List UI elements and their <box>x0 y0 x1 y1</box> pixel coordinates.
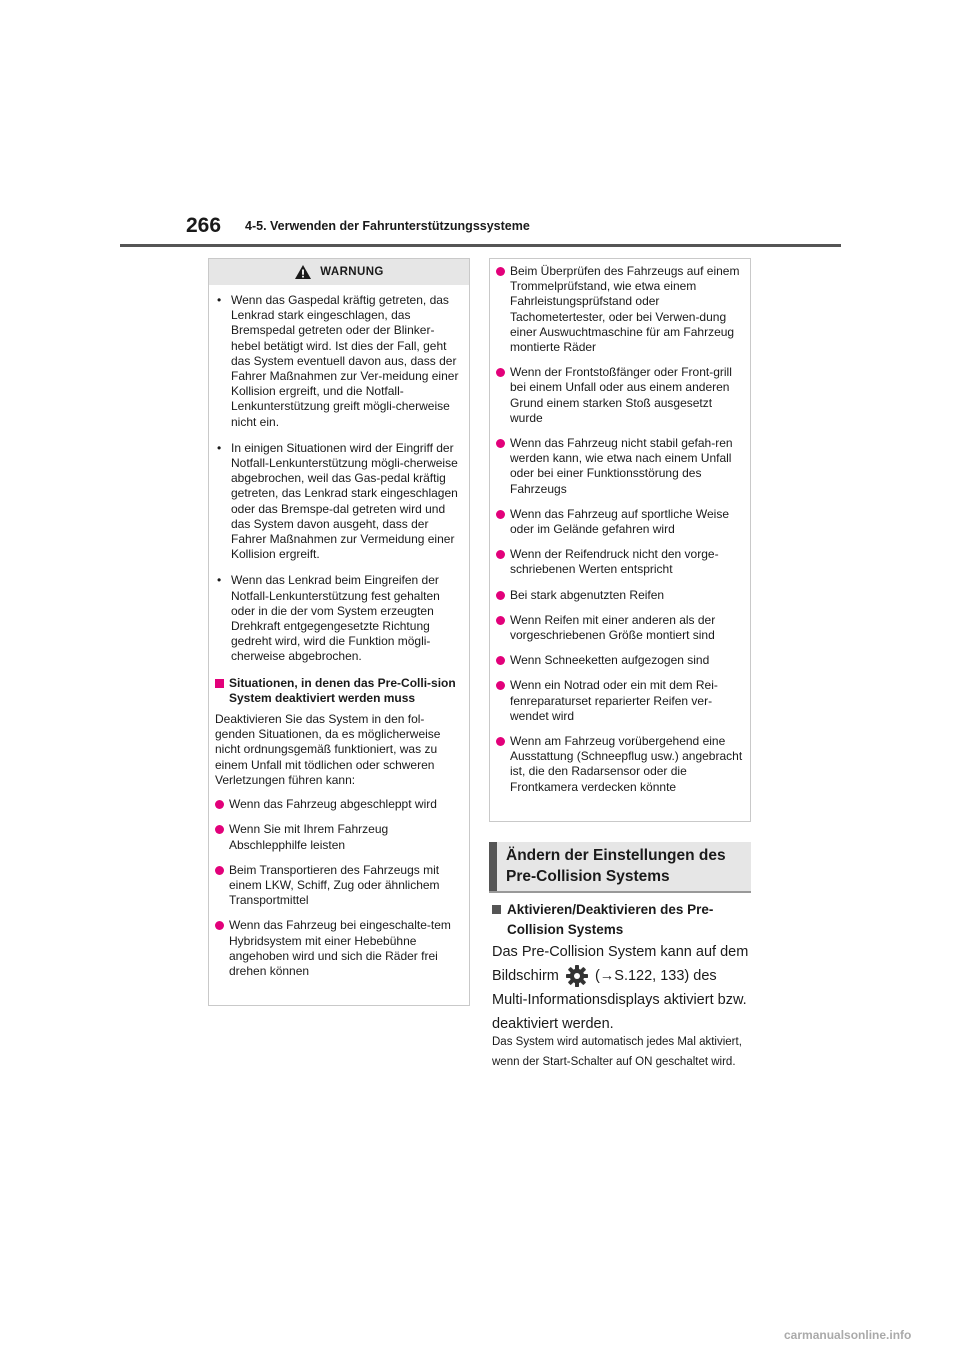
warning-box <box>208 258 470 1006</box>
circle-bullet-icon <box>496 368 505 377</box>
warning-body <box>209 285 469 979</box>
circle-bullet-icon <box>496 510 505 519</box>
circle-bullet-icon <box>215 825 224 834</box>
list-item: Wenn am Fahrzeug vorübergehend eine Ausstattung (Schneepflug usw.) angebracht ist, die den Radarsensor oder die Frontkamera verdecken könnte <box>496 734 744 795</box>
list-item: Wenn das Fahrzeug abgeschleppt wird <box>215 797 463 812</box>
list-item: Wenn Reifen mit einer anderen als der vorgeschriebenen Größe montiert sind <box>496 613 744 643</box>
settings-paragraph: Das Pre-Collision System kann auf dem Bildschirm (→S.122, 133) des Multi-Informationsdisplays aktiviert bzw. deaktiviert werden. <box>492 944 749 1033</box>
circle-bullet-icon <box>215 800 224 809</box>
list-item: Wenn der Reifendruck nicht den vorge-schriebenen Werten entspricht <box>496 547 744 577</box>
list-item: Beim Transportieren des Fahrzeugs mit einem LKW, Schiff, Zug oder ähnlichem Transportmittel <box>215 863 463 909</box>
warning-label: WARNUNG <box>320 266 384 278</box>
list-item: Wenn das Fahrzeug auf sportliche Weise oder im Gelände gefahren wird <box>496 507 744 537</box>
warning-header <box>209 259 469 285</box>
list-item-text: Wenn das Gaspedal kräftig getreten, das Lenkrad stark eingeschlagen, das Bremspedal getreten oder der Blinker-hebel betätigt wird. Ist dies der Fall, geht das System eventuell davon aus, dass der Fahrer Maßnahmen zur Ver-meidung einer Kollision ergreift, und die Notfall-Lenkunterstützung greift mögli-cherweise nicht ein. <box>231 293 459 429</box>
list-item: Wenn ein Notrad oder ein mit dem Rei-fenreparaturset reparierter Reifen ver-wendet wird <box>496 678 744 724</box>
heading-line: Pre-Collision Systems <box>506 868 670 885</box>
circle-bullet-icon <box>215 921 224 930</box>
list-item: Wenn Schneeketten aufgezogen sind <box>496 653 744 668</box>
list-item: Wenn das Fahrzeug nicht stabil gefah-ren werden kann, wie etwa nach einem Unfall oder bei einer Funktionsstörung des Fahrzeugs <box>496 436 744 497</box>
settings-note: Das System wird automatisch jedes Mal aktiviert, wenn der Start-Schalter auf ON geschaltet wird. <box>492 1036 742 1068</box>
heading-rule <box>489 891 751 893</box>
list-item: Beim Überprüfen des Fahrzeugs auf einem Trommelprüfstand, wie etwa einem Fahrleistungsprüfstand oder Tachometertester, oder bei Verwen-dung einer Auswuchtmaschine für am Fahrzeug montierte Räder <box>496 264 744 355</box>
list-item: Wenn der Frontstoßfänger oder Front-grill bei einem Unfall oder aus einem anderen Grund einem starken Stoß ausgesetzt wurde <box>496 365 744 426</box>
deactivate-heading: Situationen, in denen das Pre-Colli-sion System deaktiviert werden muss <box>215 676 463 706</box>
continuation-body <box>490 259 750 795</box>
section-title: 4-5. Verwenden der Fahrunterstützungssysteme <box>245 219 530 233</box>
warning-triangle-icon <box>294 264 312 280</box>
list-item-text: Wenn das Lenkrad beim Eingreifen der Notfall-Lenkunterstützung fest gehalten oder in die der vom System erzeugten Drehkraft entgegengesetzte Richtung gedreht wird, wird die Funktion mögli-cherweise abgebrochen. <box>231 573 440 664</box>
circle-bullet-icon <box>496 737 505 746</box>
list-item: • Wenn das Gaspedal kräftig getreten, das Lenkrad stark eingeschlagen, das Bremspedal getreten oder der Blinker-hebel betätigt wird. Ist dies der Fall, geht das System eventuell davon aus, dass der Fahrer Maßnahmen zur Ver-meidung einer Kollision ergreift, und die Notfall-Lenkunterstützung greift mögli-cherweise nicht ein. <box>215 293 463 430</box>
settings-section-heading <box>489 842 751 891</box>
activate-subheading: Aktivieren/Deaktivieren des Pre-Collision Systems <box>489 900 751 939</box>
circle-bullet-icon <box>496 616 505 625</box>
heading-line: Ändern der Einstellungen des <box>506 847 726 864</box>
square-bullet-icon <box>215 679 224 688</box>
circle-bullet-icon <box>496 656 505 665</box>
circle-bullet-icon <box>496 550 505 559</box>
list-item: • In einigen Situationen wird der Eingriff der Notfall-Lenkunterstützung mögli-cherweise abgebrochen, weil das Gas-pedal kräftig getreten, das Lenkrad stark eingeschlagen oder das Bremspe-dal getreten wird und das System davon ausgeht, dass der Fahrer Maßnahmen zur Vermeidung einer Kollision ergreift. <box>215 441 463 563</box>
header-rule <box>120 244 841 247</box>
circle-bullet-icon <box>496 591 505 600</box>
circle-bullet-icon <box>215 866 224 875</box>
circle-bullet-icon <box>496 681 505 690</box>
warning-continuation-box <box>489 258 751 822</box>
page-number: 266 <box>186 214 222 237</box>
square-bullet-icon <box>492 905 501 914</box>
gear-icon <box>565 964 589 988</box>
list-item: Bei stark abgenutzten Reifen <box>496 588 744 603</box>
circle-bullet-icon <box>496 267 505 276</box>
list-item: • Wenn das Lenkrad beim Eingreifen der Notfall-Lenkunterstützung fest gehalten oder in die der vom System erzeugten Drehkraft entgegengesetzte Richtung gedreht wird, wird die Funktion mögli-cherweise abgebrochen. <box>215 573 463 664</box>
deactivate-text: Deaktivieren Sie das System in den fol-genden Situationen, da es möglicherweise nicht ordnungsgemäß funktioniert, was zu einem Unfall mit tödlichen oder schweren Verletzungen führen kann: <box>215 712 441 787</box>
list-item: Wenn Sie mit Ihrem Fahrzeug Abschlepphilfe leisten <box>215 822 463 852</box>
circle-bullet-icon <box>496 439 505 448</box>
list-item: Wenn das Fahrzeug bei eingeschalte-tem Hybridsystem mit einer Hebebühne angehoben wird und sich die Räder frei drehen können <box>215 918 463 979</box>
list-item-text: In einigen Situationen wird der Eingriff der Notfall-Lenkunterstützung mögli-cherweise abgebrochen, weil das Gas-pedal kräftig getreten, das Lenkrad stark eingeschlagen oder das Bremspe-dal getreten wird und das System davon ausgeht, dass der Fahrer Maßnahmen zur Vermeidung einer Kollision ergreift. <box>231 440 458 562</box>
watermark: carmanualsonline.info <box>784 1328 912 1342</box>
